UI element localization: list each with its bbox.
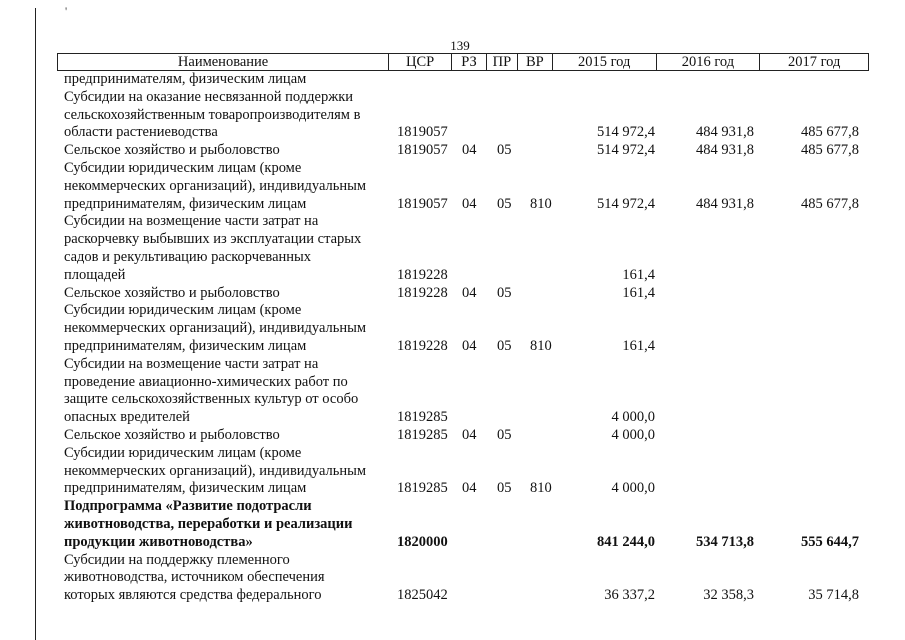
row-rz: 04: [462, 195, 477, 212]
table-row: [57, 213, 869, 284]
row-csr: 1819057: [397, 142, 448, 159]
row-rz: 04: [462, 284, 477, 301]
header-name: Наименование: [58, 54, 389, 70]
row-name: Сельское хозяйство и рыболовство: [64, 142, 280, 159]
row-name: Сельское хозяйство и рыболовство: [64, 284, 280, 301]
header-vr: ВР: [518, 54, 553, 70]
row-csr: 1820000: [397, 533, 448, 550]
row-rz: 04: [462, 142, 477, 159]
row-y1: 514 972,4: [597, 124, 655, 141]
row-y2: 484 931,8: [696, 195, 754, 212]
row-pr: 05: [497, 337, 512, 354]
row-pr: 05: [497, 480, 512, 497]
row-y1: 4 000,0: [611, 426, 655, 443]
table-row: [57, 285, 869, 303]
header-2015: 2015 год: [553, 54, 657, 70]
table-row: [57, 356, 869, 427]
table-row: [57, 445, 869, 498]
header-pr: ПР: [487, 54, 518, 70]
row-name: Подпрограмма «Развитие подотрасли животноводства, переработки и реализации продукции животноводства»: [64, 498, 353, 550]
table-row: [57, 427, 869, 445]
row-csr: 1825042: [397, 587, 448, 604]
row-rz: 04: [462, 426, 477, 443]
row-rz: 04: [462, 480, 477, 497]
row-y1: 4 000,0: [611, 480, 655, 497]
header-2017: 2017 год: [787, 54, 841, 70]
row-csr: 1819057: [397, 124, 448, 141]
page-number: 139: [450, 38, 470, 53]
row-y3: 485 677,8: [801, 124, 859, 141]
row-pr: 05: [497, 195, 512, 212]
row-y2: 484 931,8: [696, 124, 754, 141]
row-csr: 1819228: [397, 266, 448, 283]
row-y1: 161,4: [622, 337, 655, 354]
row-y1: 514 972,4: [597, 195, 655, 212]
row-pr: 05: [497, 426, 512, 443]
row-y2: 484 931,8: [696, 142, 754, 159]
row-name: Субсидии юридическим лицам (кроме некоммерческих организаций), индивидуальным предпринимателям, физическим лицам: [64, 159, 367, 212]
row-vr: 810: [530, 337, 552, 354]
row-vr: 810: [530, 480, 552, 497]
row-vr: 810: [530, 195, 552, 212]
row-y1: 4 000,0: [611, 409, 655, 426]
row-y3: 485 677,8: [801, 195, 859, 212]
row-name: Субсидии на оказание несвязанной поддержки сельскохозяйственным товаропроизводителям в области растениеводства: [64, 88, 361, 141]
table-row: [57, 302, 869, 355]
table-row: [57, 71, 869, 89]
row-y1: 514 972,4: [597, 142, 655, 159]
row-name: Субсидии на поддержку племенного животноводства, источником обеспечения которых являются средства федерального: [64, 551, 325, 604]
table-row: [57, 552, 869, 605]
row-csr: 1819057: [397, 195, 448, 212]
row-y3: 485 677,8: [801, 142, 859, 159]
row-name: Субсидии на возмещение части затрат на проведение авиационно-химических работ по защите сельскохозяйственных культур от особо опасных вредителей: [64, 355, 359, 426]
header-2016: 2016 год: [657, 54, 761, 70]
row-y1: 161,4: [622, 284, 655, 301]
margin-line: [35, 8, 36, 640]
row-y1: 841 244,0: [597, 533, 655, 550]
row-y3: 555 644,7: [801, 533, 859, 550]
row-csr: 1819285: [397, 426, 448, 443]
row-y2: 534 713,8: [696, 533, 754, 550]
row-csr: 1819285: [397, 409, 448, 426]
table-row: [57, 498, 869, 551]
table-row: [57, 89, 869, 142]
row-name: Субсидии юридическим лицам (кроме некоммерческих организаций), индивидуальным предпринимателям, физическим лицам: [64, 444, 367, 497]
row-y1: 36 337,2: [604, 587, 655, 604]
row-name: предпринимателям, физическим лицам: [64, 71, 307, 87]
budget-table: [57, 53, 869, 605]
row-y2: 32 358,3: [703, 587, 754, 604]
row-csr: 1819285: [397, 480, 448, 497]
table-body: [57, 71, 869, 605]
row-pr: 05: [497, 142, 512, 159]
row-name: Субсидии на возмещение части затрат на раскорчевку выбывших из эксплуатации старых садов и рекультивацию раскорчеванных площадей: [64, 213, 362, 283]
row-name: Сельское хозяйство и рыболовство: [64, 426, 280, 443]
table-row: [57, 142, 869, 160]
row-pr: 05: [497, 284, 512, 301]
row-csr: 1819228: [397, 337, 448, 354]
row-rz: 04: [462, 337, 477, 354]
header-rz: РЗ: [452, 54, 487, 70]
header-csr: ЦСР: [389, 54, 452, 70]
table-header: [57, 53, 869, 71]
row-y1: 161,4: [622, 266, 655, 283]
scan-mark: ': [65, 4, 68, 18]
row-name: Субсидии юридическим лицам (кроме некоммерческих организаций), индивидуальным предпринимателям, физическим лицам: [64, 302, 367, 354]
row-y3: 35 714,8: [808, 587, 859, 604]
table-row: [57, 160, 869, 213]
row-csr: 1819228: [397, 284, 448, 301]
